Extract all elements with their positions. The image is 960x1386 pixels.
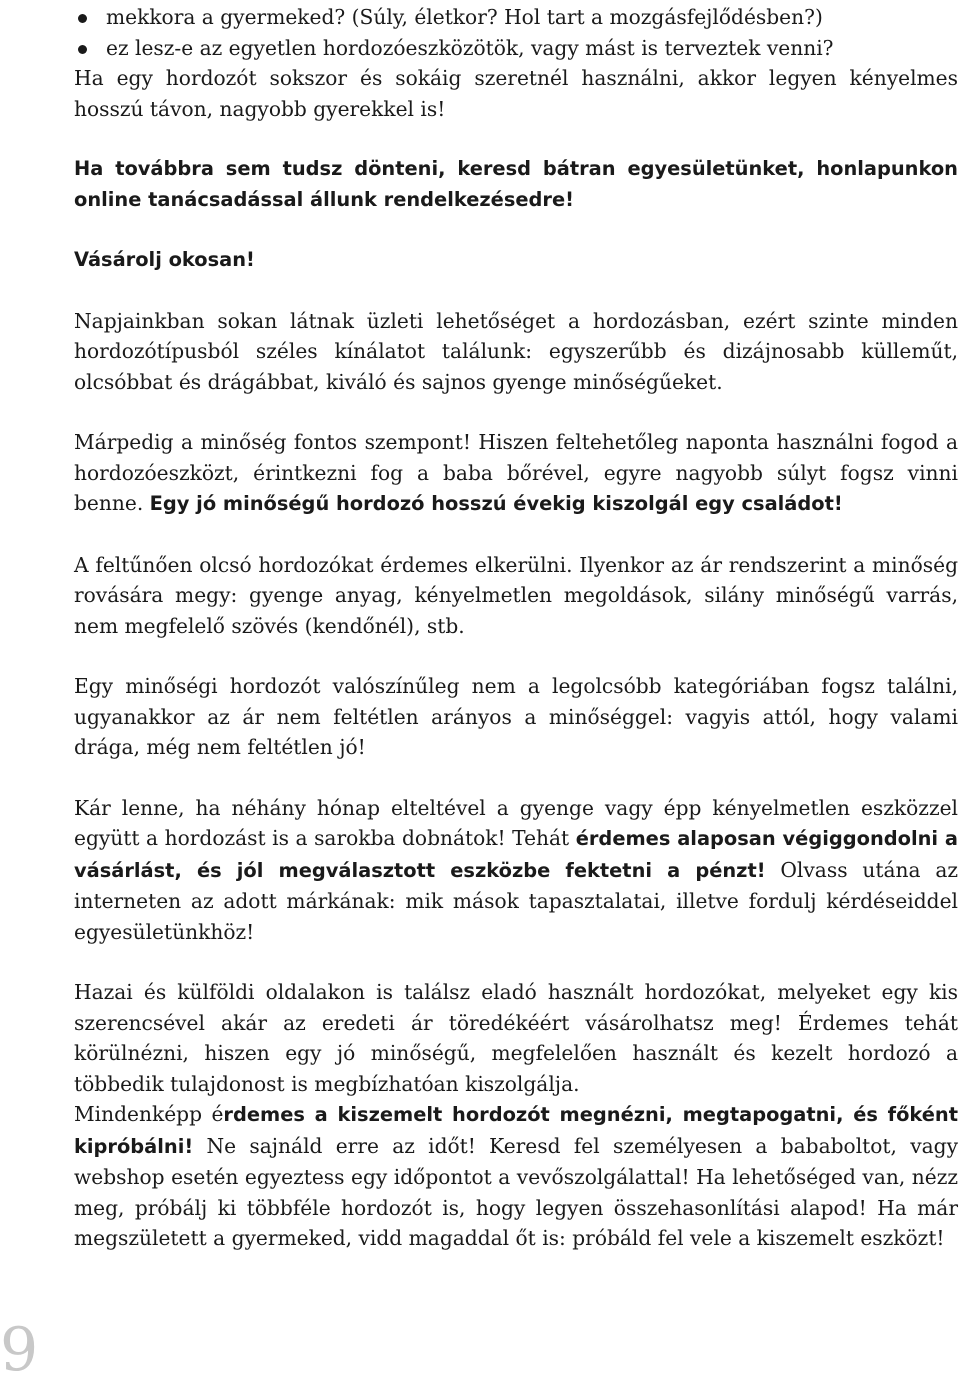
advice-paragraph: Ha továbbra sem tudsz dönteni, keresd bátran egyesületünket, honlapunkon online tanácsadással állunk rendelkezésedre! xyxy=(74,157,958,211)
page-number: 9 xyxy=(0,1315,39,1385)
page-content xyxy=(74,2,958,1254)
paragraph-think-text-1: Kár lenne, ha néhány hónap elteltével a gyenge vagy épp kényelmetlen eszközzel együtt a hordozást is a sarokba dobnátok! Tehát xyxy=(74,795,958,850)
paragraph-try xyxy=(74,1099,958,1254)
paragraph-quality-text: Márpedig a minőség fontos szempont! Hiszen feltehetőleg naponta használni fogod a hordozóeszközt, érintkezni fog a baba bőrével, egyre nagyobb súlyt fogsz vinni benne. xyxy=(74,430,958,515)
paragraph-business: Napjainkban sokan látnak üzleti lehetőséget a hordozásban, ezért szinte minden hordozótípusból széles kínálatot találunk: egyszerűbb és dizájnosabb küllemű​t, olcsóbbat és drágábbat, kiváló és sajnos gyenge minőségűeket. xyxy=(74,308,958,394)
paragraph-cheap: A feltűnően olcsó hordozókat érdemes elkerülni. Ilyenkor az ár rendszerint a minőség rovására megy: gyenge anyag, kényelmetlen megoldások, silány minőségű varrás, nem megfelelő szövés (kendőnél), stb. xyxy=(74,552,958,638)
paragraph-try-text-1: Mindenképp é xyxy=(74,1102,224,1126)
paragraph-try-bold: rdemes a kiszemelt hordozót megnézni, megtapogatni, és főként kipróbálni! xyxy=(74,1103,959,1158)
paragraph-quality xyxy=(74,427,958,520)
question-list xyxy=(74,2,958,63)
list-item: mekkora a gyermeked? (Súly, életkor? Hol tart a mozgásfejlődésben?) xyxy=(72,2,958,33)
paragraph-think-bold: érdemes alaposan végiggondolni a vásárlást, és jól megválasztott eszközbe fektetni a pénzt! xyxy=(74,827,958,882)
paragraph-quality-bold: Egy jó minőségű hordozó hosszú évekig kiszolgál egy családot! xyxy=(149,492,843,515)
paragraph-think xyxy=(74,793,958,948)
section-heading: Vásárolj okosan! xyxy=(74,248,255,271)
list-item: ez lesz-e az egyetlen hordozóeszközötök, vagy mást is terveztek venni? xyxy=(72,33,958,64)
paragraph-try-text-2: Ne sajnáld erre az időt! Keresd fel személyesen a bababoltot, vagy webshop esetén egyeztess egy időpontot a vevőszolgálattal! Ha lehetőséged van, nézz meg, próbálj ki többféle hordozót is, hogy legyen összehasonlítási alapod! Ha már megszületett a gyermeked, vidd magaddal őt is: próbáld fel vele a kiszemelt eszközt! xyxy=(74,1133,958,1250)
paragraph-used: Hazai és külföldi oldalakon is találsz eladó használt hordozókat, melyeket egy kis szerencsével akár az eredeti ár töredékéért vásárolhatsz meg! Érdemes tehát körülnézni, hiszen egy jó minőségű, megfelelően használt és kezelt hordozó a többedik tulajdonost is megbízhatóan kiszolgálja. xyxy=(74,980,958,1096)
paragraph-price: Egy minőségi hordozót valószínűleg nem a legolcsóbb kategóriában fogsz találni, ugyanakkor az ár nem feltétlen arányos a minőséggel: vagyis attól, hogy valami drága, még nem feltétlen jó! xyxy=(74,674,958,759)
paragraph-think-text-2: Olvass utána az interneten az adott márkának: mik mások tapasztalatai, illetve fordulj kérdéseiddel egyesületünkhöz! xyxy=(74,857,958,944)
intro-paragraph: Ha egy hordozót sokszor és sokáig szeretnél használni, akkor legyen kényelmes hosszú távon, nagyobb gyerekkel is! xyxy=(74,66,958,121)
